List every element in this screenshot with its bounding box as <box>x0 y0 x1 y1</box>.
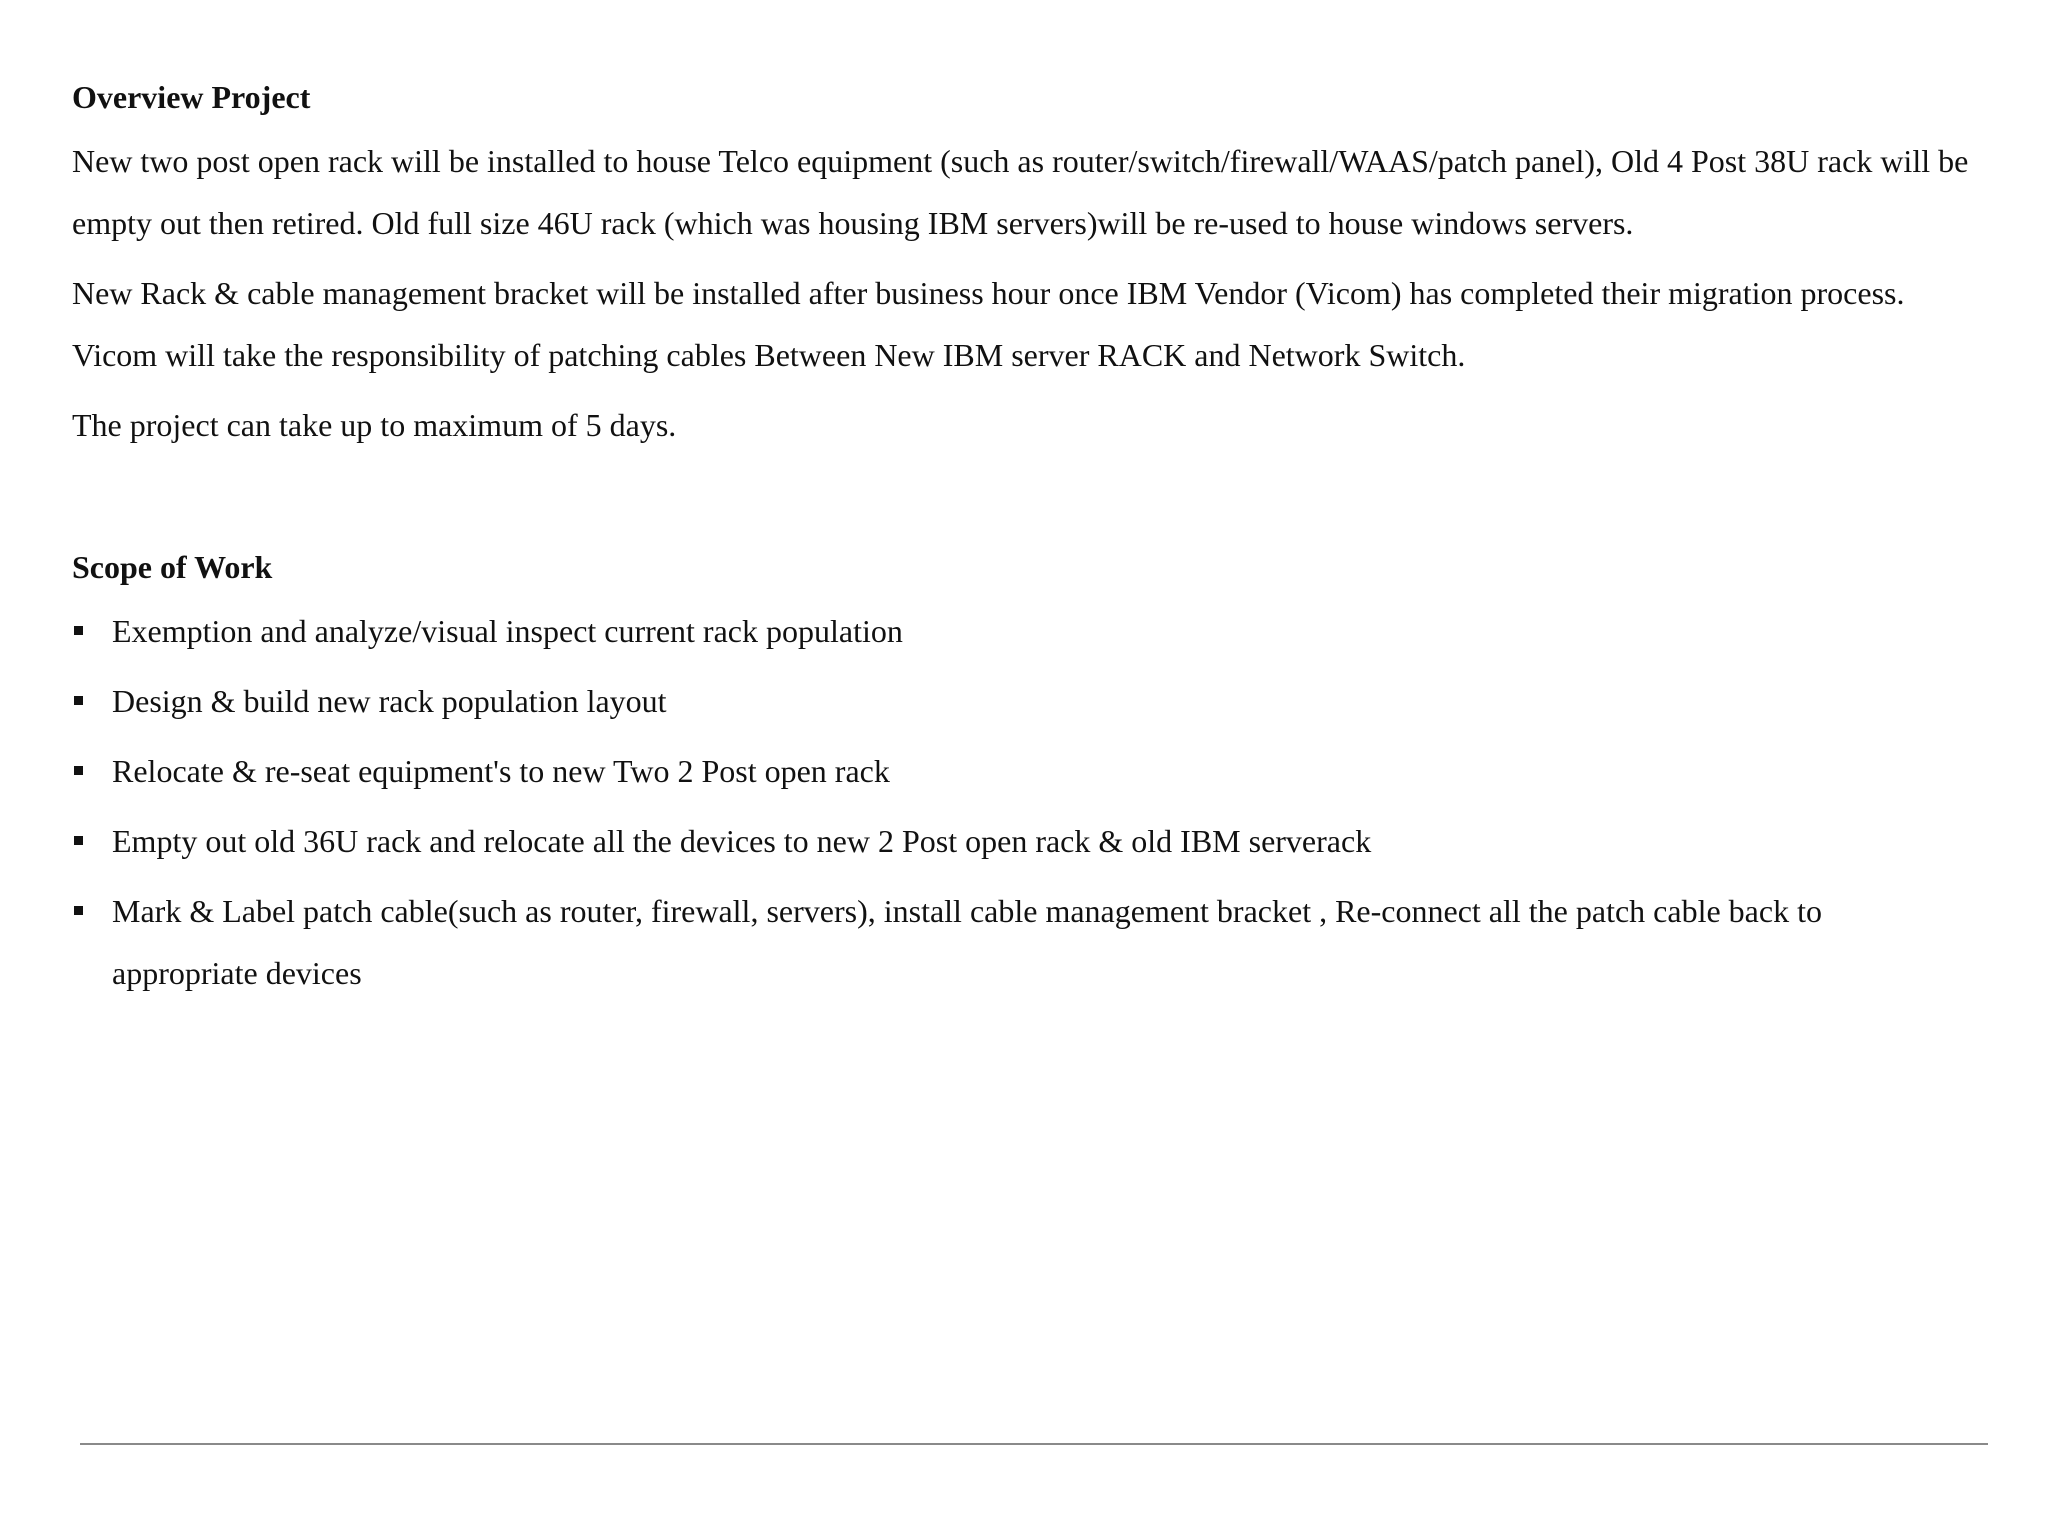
list-item-text: Design & build new rack population layout <box>112 683 667 719</box>
square-bullet-icon <box>74 766 83 775</box>
footer-divider <box>80 1443 1988 1445</box>
list-item <box>72 810 1972 872</box>
scope-heading: Scope of Work <box>72 549 273 585</box>
square-bullet-icon <box>74 836 83 845</box>
list-item-text: Mark & Label patch cable(such as router, firewall, servers), install cable management bracket , Re-connect all the patch cable back to appropriate devices <box>112 893 1822 991</box>
document-page <box>72 72 1972 1012</box>
section-spacer <box>72 464 1972 526</box>
list-item-text: Relocate & re-seat equipment's to new Two 2 Post open rack <box>112 753 890 789</box>
overview-paragraph-2: New Rack & cable management bracket will be installed after business hour once IBM Vendor (Vicom) has completed their migration process. Vicom will take the responsibility of patching cables Between New IBM server RACK and Network Switch. <box>72 275 1905 373</box>
square-bullet-icon <box>74 696 83 705</box>
list-item <box>72 740 1972 802</box>
overview-heading: Overview Project <box>72 79 311 115</box>
list-item <box>72 600 1972 662</box>
overview-paragraph-1: New two post open rack will be installed to house Telco equipment (such as router/switch/firewall/WAAS/patch panel), Old 4 Post 38U rack will be empty out then retired. Old full size 46U rack (which was housing IBM servers)will be re-used to house windows servers. <box>72 143 1969 241</box>
square-bullet-icon <box>74 906 83 915</box>
overview-paragraph-3: The project can take up to maximum of 5 days. <box>72 407 677 443</box>
scope-list <box>72 600 1972 1004</box>
list-item <box>72 880 1972 1004</box>
list-item-text: Exemption and analyze/visual inspect current rack population <box>112 613 903 649</box>
list-item <box>72 670 1972 732</box>
list-item-text: Empty out old 36U rack and relocate all the devices to new 2 Post open rack & old IBM serverack <box>112 823 1372 859</box>
square-bullet-icon <box>74 626 83 635</box>
